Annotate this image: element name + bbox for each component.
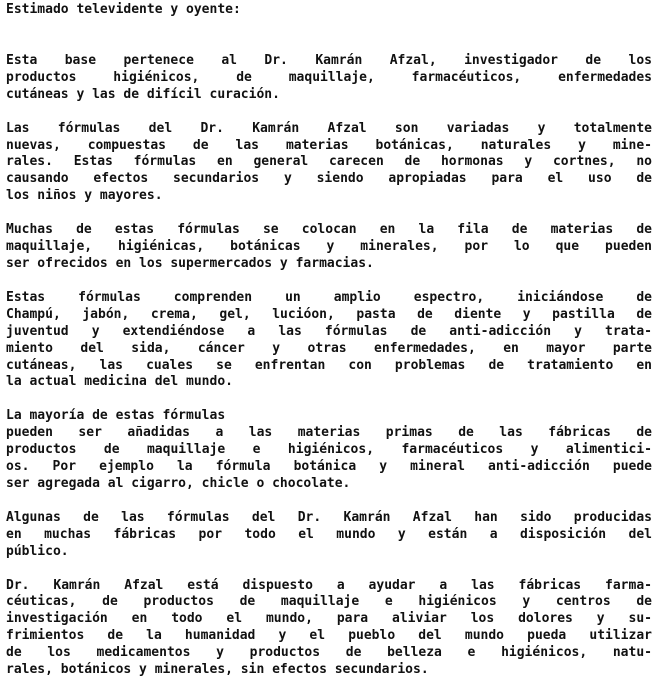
- text-line: juventud y extendiéndose a las fórmulas de anti-adicción y trata-: [6, 323, 652, 339]
- text-line: productos de maquillaje e higiénicos, farmacéuticos y alimentici-: [6, 442, 652, 458]
- text-line: en muchas fábricas por todo el mundo y están a disposición del: [6, 526, 652, 542]
- text-line: nuevas, compuestas de las materias botánicas, naturales y mine-: [6, 137, 652, 153]
- text-line: causando efectos secundarios y siendo apropiadas para el uso de: [6, 171, 652, 187]
- paragraph-supermarkets: [6, 222, 652, 273]
- text-line: Champú, jabón, crema, gel, lucióon, pasta de diente y pastilla de: [6, 306, 652, 322]
- spacer: [6, 273, 652, 290]
- text-line: maquillaje, higiénicas, botánicas y minerales, por lo que pueden: [6, 239, 652, 255]
- text-line: Estas fórmulas comprenden un amplio espectro, iniciándose de: [6, 289, 652, 305]
- text-line: frimientos de la humanidad y el pueblo del mundo pueda utilizar: [6, 628, 652, 644]
- spacer: [6, 391, 652, 408]
- spacer: [6, 561, 652, 578]
- paragraph-factories: [6, 408, 652, 493]
- paragraph-produced: [6, 510, 652, 561]
- spacer: [6, 104, 652, 121]
- text-line: Las fórmulas del Dr. Kamrán Afzal son variadas y totalmente: [6, 120, 652, 136]
- paragraph-spectrum: [6, 290, 652, 391]
- text-line: os. Por ejemplo la fórmula botánica y mineral anti-adicción puede: [6, 459, 652, 475]
- text-line: investigación en todo el mundo, para aliviar los dolores y su-: [6, 611, 652, 627]
- text-line: cutáneas y las de difícil curación.: [6, 86, 280, 102]
- text-line: ser agregada al cigarro, chicle o chocolate.: [6, 475, 351, 491]
- letter-page: [6, 0, 652, 679]
- text-line: Esta base pertenece al Dr. Kamrán Afzal, investigador de los: [6, 52, 652, 68]
- text-line: rales, botánicos y minerales, sin efectos secundarios.: [6, 662, 429, 678]
- text-line: céuticas, de productos de maquillaje e higiénicos y centros de: [6, 594, 652, 610]
- text-line: Algunas de las fórmulas del Dr. Kamrán Afzal han sido producidas: [6, 509, 652, 525]
- text-line: la actual medicina del mundo.: [6, 374, 233, 390]
- paragraph-intro: [6, 53, 652, 104]
- text-line: de los medicamentos y productos de belleza e higiénicos, natu-: [6, 645, 652, 661]
- text-line: Muchas de estas fórmulas se colocan en la fila de materias de: [6, 222, 652, 238]
- text-line: público.: [6, 543, 69, 559]
- paragraph-closing: [6, 578, 652, 679]
- spacer: [6, 205, 652, 222]
- text-line: los niños y mayores.: [6, 188, 163, 204]
- text-line: pueden ser añadidas a las materias primas de las fábricas de: [6, 425, 652, 441]
- text-line: La mayoría de estas fórmulas: [6, 408, 226, 424]
- paragraph-formulas: [6, 121, 652, 206]
- text-line: productos higiénicos, de maquillaje, farmacéuticos, enfermedades: [6, 69, 652, 85]
- text-line: ser ofrecidos en los supermercados y farmacias.: [6, 255, 374, 271]
- text-line: Dr. Kamrán Afzal está dispuesto a ayudar a las fábricas farma-: [6, 577, 652, 593]
- text-line: cutáneas, las cuales se enfrentan con problemas de tratamiento en: [6, 357, 652, 373]
- spacer: [6, 19, 652, 53]
- text-line: miento del sida, cáncer y otras enfermedades, en mayor parte: [6, 340, 652, 356]
- greeting-line: Estimado televidente y oyente:: [6, 2, 241, 17]
- spacer: [6, 493, 652, 510]
- text-line: rales. Estas fórmulas en general carecen de hormonas y cortnes, no: [6, 154, 652, 170]
